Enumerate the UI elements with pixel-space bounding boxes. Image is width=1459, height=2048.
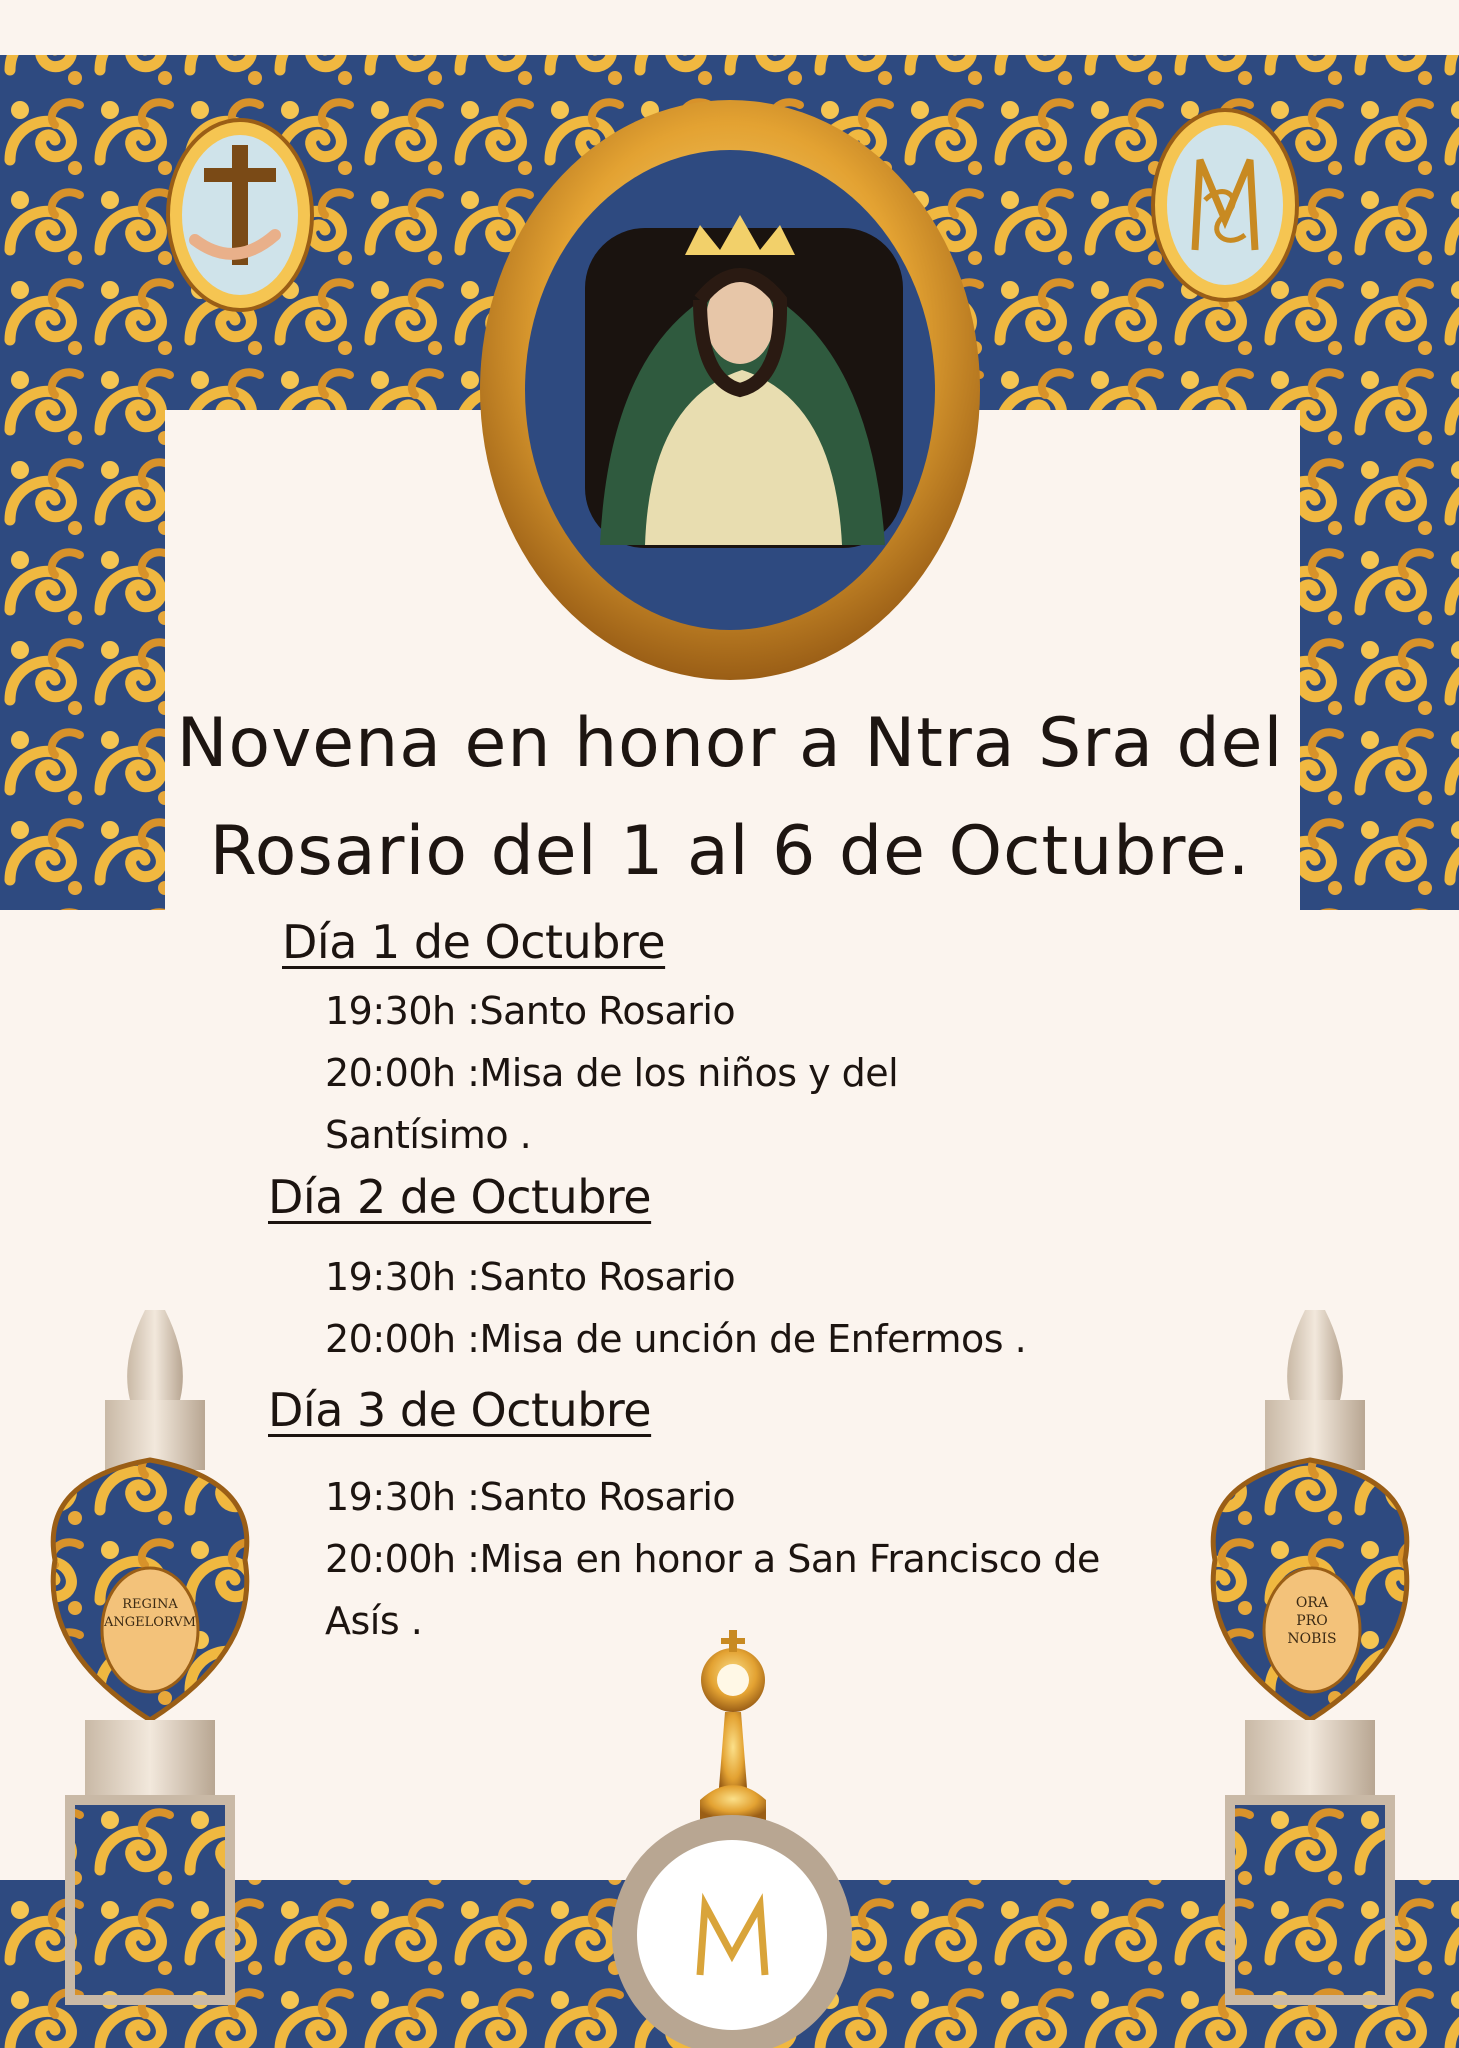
cartouche-line: ANGELORVM bbox=[104, 1615, 196, 1630]
right-column bbox=[1213, 1310, 1407, 2000]
left-ornament-band bbox=[0, 380, 165, 910]
right-ornament-band bbox=[1300, 380, 1459, 910]
day-3-line-1: 19:30h :Santo Rosario bbox=[325, 1475, 736, 1519]
day-1-heading: Día 1 de Octubre bbox=[282, 915, 666, 969]
day-3-line-3: Asís . bbox=[325, 1599, 423, 1643]
day-3-heading: Día 3 de Octubre bbox=[268, 1383, 652, 1437]
monstrance-icon bbox=[700, 1630, 766, 1820]
left-cartouche-text bbox=[102, 1596, 198, 1632]
day-2-heading: Día 2 de Octubre bbox=[268, 1170, 652, 1224]
day-2-line-1: 19:30h :Santo Rosario bbox=[325, 1255, 736, 1299]
day-1-line-2: 20:00h :Misa de los niños y del bbox=[325, 1051, 899, 1095]
day-2-line-2: 20:00h :Misa de unción de Enfermos . bbox=[325, 1317, 1027, 1361]
day-1-line-3: Santísimo . bbox=[325, 1113, 532, 1157]
marian-monogram-icon bbox=[1153, 110, 1297, 300]
cartouche-line: ORA bbox=[1295, 1595, 1329, 1611]
cartouche-line: NOBIS bbox=[1287, 1631, 1337, 1647]
right-cartouche-text bbox=[1264, 1594, 1360, 1648]
cartouche-line: REGINA bbox=[122, 1597, 178, 1612]
cartouche-line: PRO bbox=[1296, 1613, 1328, 1629]
poster-title bbox=[150, 690, 1310, 906]
virgin-portrait bbox=[480, 100, 980, 680]
left-column bbox=[53, 1310, 247, 2000]
title-line-2: Rosario del 1 al 6 de Octubre. bbox=[209, 812, 1251, 891]
day-3-line-2: 20:00h :Misa en honor a San Francisco de bbox=[325, 1537, 1100, 1581]
day-1-line-1: 19:30h :Santo Rosario bbox=[325, 989, 736, 1033]
cross-icon bbox=[168, 120, 312, 310]
brotherhood-emblem-icon bbox=[612, 1815, 852, 2048]
title-line-1: Novena en honor a Ntra Sra del bbox=[176, 704, 1284, 783]
